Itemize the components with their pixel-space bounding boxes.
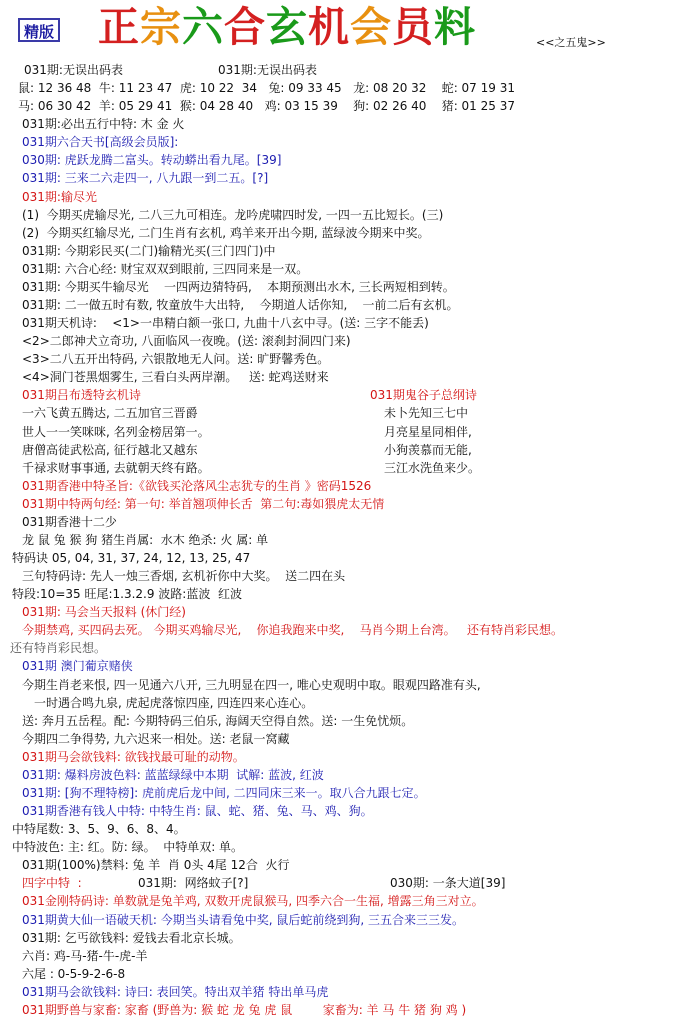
line-text: 中特尾数: 3、5、9、6、8、4。 bbox=[12, 822, 186, 837]
content-line bbox=[0, 422, 679, 442]
content-line bbox=[0, 476, 679, 496]
line-text: 今期生肖老来恨, 四一见通六八开, 三九明显在四一, 唯心史观明中取。眼观四路准有头, bbox=[22, 677, 481, 692]
line-text: 031期: 马会当天报料 (休门经) bbox=[22, 605, 186, 620]
line-text: 031期香港有钱人中特: 中特生肖: 鼠、蛇、猪、兔、马、鸡、狗。 bbox=[22, 804, 373, 819]
title-char: 员 bbox=[392, 3, 434, 51]
line-text: 三江水洗鱼来少。 bbox=[384, 460, 481, 475]
line-text: 031期香港中特圣旨:《欲钱买沦落风尘志犹专的生肖 》密码1526 bbox=[22, 478, 372, 493]
line-text: 031期:输尽光 bbox=[22, 189, 97, 204]
content-line bbox=[0, 313, 679, 333]
line-text: 030期: 虎跃龙腾二富头。转动蟒出看九尾。[39] bbox=[22, 153, 282, 168]
content-line bbox=[0, 711, 679, 731]
content-line bbox=[0, 566, 679, 586]
content-line bbox=[0, 512, 679, 532]
content-line bbox=[0, 150, 679, 170]
title-char: 玄 bbox=[266, 3, 308, 51]
line-text: 031期: 二一做五时有数, 牧童放牛大出特, 今期道人话你知, 一前二后有玄机。 bbox=[22, 297, 459, 312]
content-line bbox=[0, 494, 679, 514]
content-line bbox=[0, 259, 679, 279]
line-text: 马: 06 30 42 羊: 05 29 41 猴: 04 28 40 鸡: 03 15 39 狗: 02 26 40 猪: 01 25 37 bbox=[18, 99, 515, 114]
content-line bbox=[0, 295, 679, 315]
line-text: 031期吕布透特玄机诗 bbox=[22, 388, 141, 403]
line-text: <4>洞门苍黑烟雾生, 三看白头两岸潮。 送: 蛇鸡送财来 bbox=[22, 370, 329, 385]
line-text: (1) 今期买虎输尽光, 二八三九可相连。龙吟虎啸四时发, 一四一五比短长。(三) bbox=[22, 207, 444, 222]
line-text: 唐僧高徒武松高, 征行越北又越东 bbox=[22, 442, 198, 457]
line-text: 030期: 一条大道[39] bbox=[390, 876, 506, 891]
line-text: 031期: 乞丐欲钱料: 爱钱去看北京长城。 bbox=[22, 930, 241, 945]
title-char: 正 bbox=[98, 3, 140, 51]
content-line bbox=[0, 837, 679, 857]
line-text: 031期:无误出码表 bbox=[218, 63, 317, 77]
title-char: 六 bbox=[182, 3, 224, 51]
content-line bbox=[0, 801, 679, 821]
line-text: 031期野兽与家畜: 家畜 (野兽为: 猴 蛇 龙 兔 虎 鼠 家畜为: 羊 马 牛 猪 狗 鸡 ) bbox=[22, 1002, 467, 1017]
line-text: 特码诀 05, 04, 31, 37, 24, 12, 13, 25, 47 bbox=[12, 551, 251, 566]
content-line bbox=[0, 114, 679, 134]
content-line bbox=[0, 891, 679, 911]
line-text: 龙 鼠 兔 猴 狗 猪生肖属: 水木 绝杀: 火 属: 单 bbox=[22, 532, 269, 547]
content-line bbox=[0, 385, 679, 405]
line-text: 031期: 爆料房波色料: 蓝蓝绿绿中本期 试解: 蓝波, 红波 bbox=[22, 767, 324, 782]
content-line bbox=[0, 620, 679, 640]
content-line bbox=[0, 765, 679, 785]
content-line bbox=[0, 1000, 679, 1020]
line-text: 特段:10=35 旺尾:1.3.2.9 波路:蓝波 红波 bbox=[12, 587, 242, 602]
line-text: 中特波色: 主: 红。防: 绿。 中特单双: 单。 bbox=[12, 840, 244, 855]
content-line bbox=[0, 548, 679, 568]
line-text: 小狗羡慕而无能, bbox=[384, 442, 472, 457]
page-title bbox=[98, 4, 476, 50]
line-text: 031期马会欲钱料: 诗曰: 表回笑。特出双羊猪 特出单马虎 bbox=[22, 984, 329, 999]
content-line bbox=[0, 982, 679, 1002]
line-text: (2) 今期买红输尽光, 二门生肖有玄机, 鸡羊来开出今期, 蓝绿波今期来中奖。 bbox=[22, 225, 430, 240]
line-text: 031期: [狗不理特榜]: 虎前虎后龙中间, 二四同床三来一。取八合九跟七定。 bbox=[22, 786, 426, 801]
content-line bbox=[0, 331, 679, 351]
content-line bbox=[0, 928, 679, 948]
line-text: 031期: 三来二六走四一, 八九跟一到二五。[?] bbox=[22, 171, 269, 186]
content-line bbox=[0, 602, 679, 622]
content-line bbox=[0, 693, 679, 713]
line-text: 031期黄大仙一语破天机: 今期当头请看兔中奖, 鼠后蛇前绕到狗, 三五合来三三发。 bbox=[22, 912, 465, 927]
line-text: 三句特码诗: 先人一烛三香烟, 玄机祈你中大奖。 送二四在头 bbox=[22, 569, 346, 584]
title-char: 合 bbox=[224, 3, 266, 51]
title-char: 会 bbox=[350, 3, 392, 51]
line-text: 世人一一笑咪咪, 名列金榜居第一。 bbox=[22, 424, 210, 439]
content-line bbox=[0, 855, 679, 875]
content-line bbox=[0, 819, 679, 839]
content-line bbox=[0, 530, 679, 550]
line-text: 031期六合天书[高级会员版]: bbox=[22, 135, 179, 150]
line-text: 031期(100%)禁料: 兔 羊 肖 0头 4尾 12合 火行 bbox=[22, 858, 290, 873]
content-line bbox=[0, 440, 679, 460]
content-line bbox=[0, 168, 679, 188]
line-text: 送: 奔月五岳程。配: 今期特码三伯乐, 海阔天空得自然。送: 一生免忧烦。 bbox=[22, 713, 414, 728]
line-text: 031期中特两句经: 第一句: 举首翘项伸长舌 第二句:毒如猥虎太无情 bbox=[22, 496, 385, 511]
content-line bbox=[0, 910, 679, 930]
line-text: 031期: 网络蚊子[?] bbox=[138, 876, 249, 891]
line-text: 六肖: 鸡-马-猪-牛-虎-羊 bbox=[22, 948, 148, 963]
content-line bbox=[0, 205, 679, 225]
content-line bbox=[0, 277, 679, 297]
edition-badge: 精版 bbox=[18, 18, 60, 42]
line-text: 031期: 今期买牛输尽光 一四两边猜特码, 本期预测出水木, 三长两短相到转。 bbox=[22, 279, 455, 294]
line-text: 031金刚特码诗: 单数就是兔羊鸡, 双数开虎鼠猴马, 四季六合一生福, 增露三角三对立。 bbox=[22, 894, 484, 909]
content-line bbox=[0, 638, 679, 658]
content-line bbox=[0, 60, 679, 80]
content-line bbox=[0, 964, 679, 984]
content-line bbox=[0, 747, 679, 767]
line-text: 031期: 今期彩民买(二门)输精光买(三门四门)中 bbox=[22, 243, 276, 258]
line-text: 031期 澳门葡京赌侠 bbox=[22, 659, 133, 674]
line-text: 031期香港十二少 bbox=[22, 514, 117, 529]
content-line bbox=[0, 584, 679, 604]
line-text: 今期四二争得势, 九六迟来一相处。送: 老鼠一窝藏 bbox=[22, 731, 290, 746]
subtitle: <<之五鬼>> bbox=[536, 36, 606, 49]
content-line bbox=[0, 367, 679, 387]
content-line bbox=[0, 783, 679, 803]
content-line bbox=[0, 675, 679, 695]
line-text: <2>二郎神犬立奇功, 八面临风一夜晚。(送: 滚刹封洞四门来) bbox=[22, 334, 351, 349]
title-char: 机 bbox=[308, 3, 350, 51]
title-char: 宗 bbox=[140, 3, 182, 51]
line-text: 还有特肖彩民想。 bbox=[10, 641, 107, 656]
line-text: 鼠: 12 36 48 牛: 11 23 47 虎: 10 22 34 兔: 09 33 45 龙: 08 20 32 蛇: 07 19 31 bbox=[18, 81, 515, 96]
line-text: 未卜先知三七中 bbox=[384, 406, 469, 421]
line-text: <3>二八五开出特码, 六银散地无人问。送: 旷野馨秀色。 bbox=[22, 352, 330, 367]
line-text: 031期: 六合心经: 财宝双双到眼前, 三四同来是一双。 bbox=[22, 261, 309, 276]
content-line bbox=[0, 946, 679, 966]
line-text: 今期禁鸡, 买四码去死。 今期买鸡输尽光, 你追我跑来中奖, 马肖今期上台湾。 还有特肖彩民想。 bbox=[22, 623, 564, 638]
content-line bbox=[0, 96, 679, 116]
line-text: 千禄求财事事通, 去就朝天终有路。 bbox=[22, 460, 210, 475]
title-char: 料 bbox=[434, 3, 476, 51]
line-text: 031期:无误出码表 bbox=[24, 63, 123, 77]
line-text: 月亮星星同相伴, bbox=[384, 424, 472, 439]
line-text: 一六飞黄五腾达, 二五加官三晋爵 bbox=[22, 406, 198, 421]
line-text: 六尾 : 0-5-9-2-6-8 bbox=[22, 966, 126, 981]
content-line bbox=[0, 132, 679, 152]
content-line bbox=[0, 656, 679, 676]
content-line bbox=[0, 458, 679, 478]
content-line bbox=[0, 223, 679, 243]
line-text: 一时遇合鸣九泉, 虎起虎落惊四座, 四连四来心连心。 bbox=[34, 695, 314, 710]
content-line bbox=[0, 873, 679, 893]
content-line bbox=[0, 403, 679, 423]
content-line bbox=[0, 78, 679, 98]
content-line bbox=[0, 241, 679, 261]
line-text: 031期:必出五行中特: 木 金 火 bbox=[22, 117, 185, 132]
line-text: 031期鬼谷子总纲诗 bbox=[370, 388, 477, 403]
line-text: 031期天机诗: <1>一串精白额一张口, 九曲十八玄中寻。(送: 三字不能丢) bbox=[22, 316, 429, 331]
content-line bbox=[0, 187, 679, 207]
content-line bbox=[0, 729, 679, 749]
line-text: 031期马会欲钱料: 欲钱找最可耻的动物。 bbox=[22, 749, 245, 764]
line-text: 四字中特 : bbox=[22, 876, 82, 891]
content-line bbox=[0, 349, 679, 369]
